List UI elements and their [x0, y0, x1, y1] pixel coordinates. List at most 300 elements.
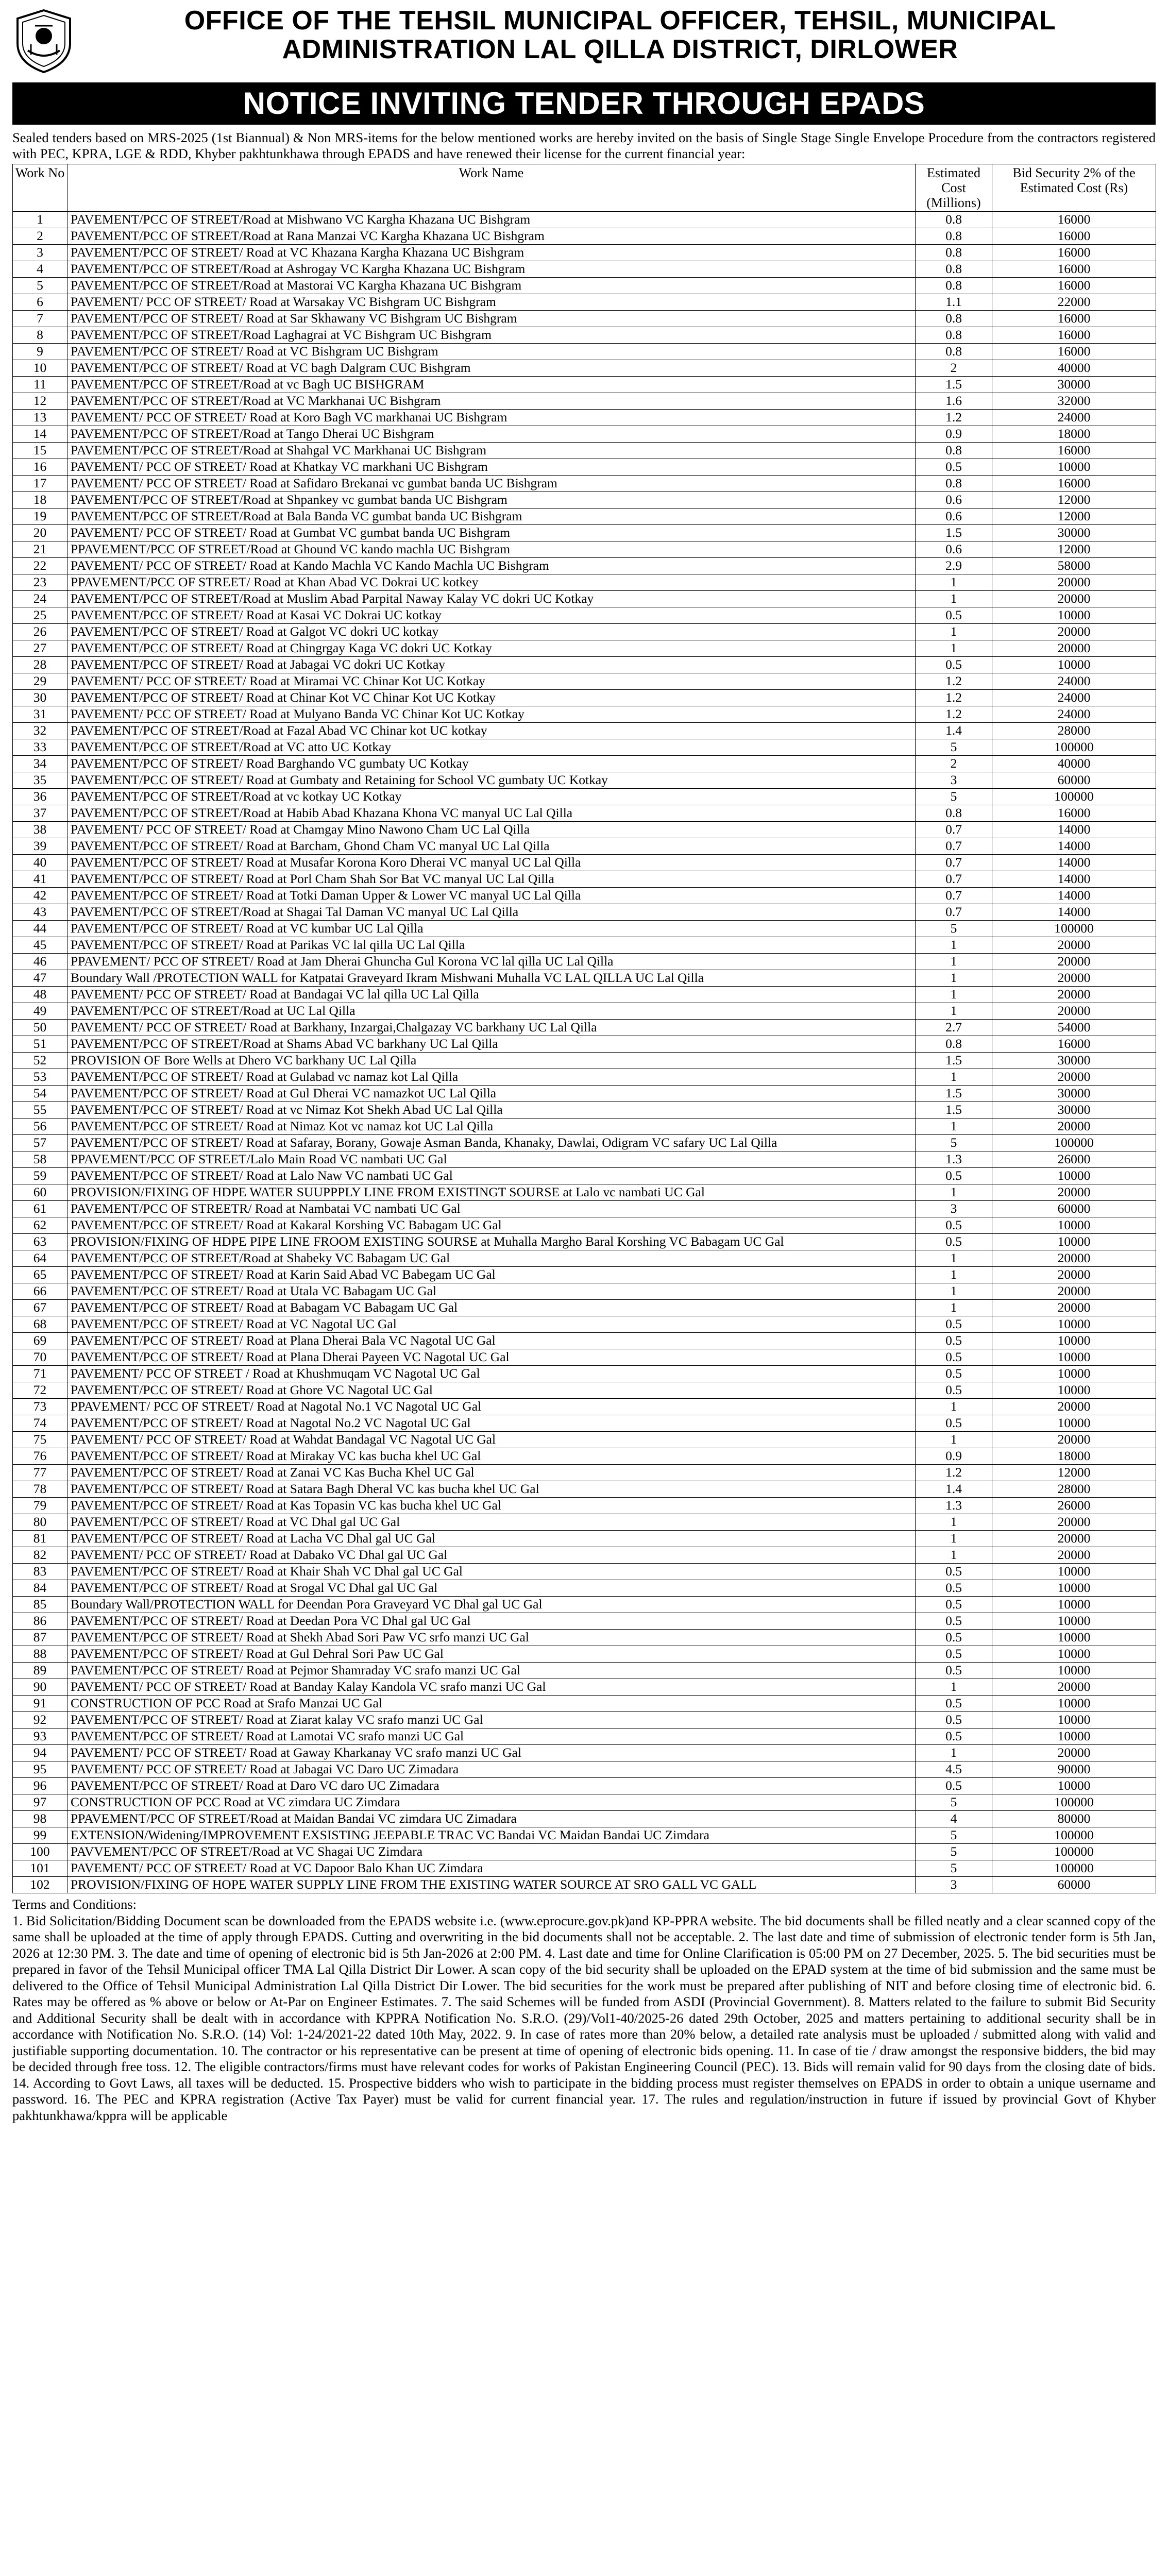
bid-security-cell: 28000 — [992, 1481, 1156, 1498]
work-no-cell: 102 — [13, 1877, 67, 1893]
estimated-cost-cell: 1 — [916, 937, 992, 954]
work-no-cell: 7 — [13, 311, 67, 327]
work-name-cell: PROVISION/FIXING OF HOPE WATER SUPPLY LINE FROM THE EXISTING WATER SOURCE AT SRO GALL VC GALL — [67, 1877, 916, 1893]
work-no-cell: 3 — [13, 245, 67, 261]
bid-security-cell: 24000 — [992, 706, 1156, 723]
estimated-cost-cell: 0.8 — [916, 476, 992, 492]
bid-security-cell: 54000 — [992, 1020, 1156, 1036]
bid-security-cell: 10000 — [992, 1630, 1156, 1646]
bid-security-cell: 20000 — [992, 1679, 1156, 1696]
work-no-cell: 88 — [13, 1646, 67, 1663]
work-name-cell: PAVEMENT/PCC OF STREET/Road at Mastorai VC Kargha Khazana UC Bishgram — [67, 278, 916, 294]
estimated-cost-cell: 1.5 — [916, 377, 992, 393]
work-name-cell: PAVEMENT/PCC OF STREET/Road at vc Bagh UC BISHGRAM — [67, 377, 916, 393]
table-row — [13, 1316, 1156, 1333]
table-row — [13, 706, 1156, 723]
table-row — [13, 443, 1156, 459]
table-row — [13, 987, 1156, 1003]
work-name-cell: PAVEMENT/PCC OF STREET/ Road at Nagotal No.2 VC Nagotal UC Gal — [67, 1415, 916, 1432]
bid-security-cell: 20000 — [992, 1250, 1156, 1267]
work-no-cell: 66 — [13, 1283, 67, 1300]
table-row — [13, 410, 1156, 426]
work-no-cell: 68 — [13, 1316, 67, 1333]
estimated-cost-cell: 1 — [916, 1432, 992, 1448]
bid-security-cell: 16000 — [992, 805, 1156, 822]
estimated-cost-cell: 1 — [916, 1003, 992, 1020]
table-row — [13, 228, 1156, 245]
estimated-cost-cell: 2.7 — [916, 1020, 992, 1036]
work-no-cell: 51 — [13, 1036, 67, 1053]
work-name-cell: PPAVEMENT/PCC OF STREET/Road at Maidan Bandai VC zimdara UC Zimadara — [67, 1811, 916, 1827]
table-row — [13, 1168, 1156, 1184]
work-name-cell: PAVEMENT/PCC OF STREET/ Road at Deedan Pora VC Dhal gal UC Gal — [67, 1613, 916, 1630]
work-no-cell: 84 — [13, 1580, 67, 1597]
work-name-cell: PAVEMENT/PCC OF STREET/ Road at Totki Daman Upper & Lower VC manyal UC Lal Qilla — [67, 888, 916, 904]
work-no-cell: 40 — [13, 855, 67, 871]
work-name-cell: PAVEMENT/PCC OF STREET/Road at Muslim Abad Parpital Naway Kalay VC dokri UC Kotkay — [67, 591, 916, 607]
work-name-cell: PAVEMENT/PCC OF STREET/Road at Bala Banda VC gumbat banda UC Bishgram — [67, 509, 916, 525]
bid-security-cell: 10000 — [992, 657, 1156, 673]
table-row — [13, 1118, 1156, 1135]
work-no-cell: 78 — [13, 1481, 67, 1498]
bid-security-cell: 100000 — [992, 789, 1156, 805]
work-no-cell: 39 — [13, 838, 67, 855]
work-no-cell: 57 — [13, 1135, 67, 1151]
work-no-cell: 70 — [13, 1349, 67, 1366]
notice-page — [12, 5, 1156, 2124]
table-row — [13, 1283, 1156, 1300]
bid-security-cell: 26000 — [992, 1151, 1156, 1168]
work-no-cell: 54 — [13, 1086, 67, 1102]
work-name-cell: PAVEMENT/PCC OF STREET/ Road at Chingrgay Kaga VC dokri UC Kotkay — [67, 640, 916, 657]
estimated-cost-cell: 0.7 — [916, 838, 992, 855]
bid-security-cell: 20000 — [992, 937, 1156, 954]
work-no-cell: 34 — [13, 756, 67, 772]
work-no-cell: 100 — [13, 1844, 67, 1860]
bid-security-cell: 12000 — [992, 492, 1156, 509]
work-name-cell: PAVEMENT/PCC OF STREET/ Road at Galgot VC dokri UC kotkay — [67, 624, 916, 640]
work-name-cell: PAVEMENT/PCC OF STREET/ Road at Kas Topasin VC kas bucha khel UC Gal — [67, 1498, 916, 1514]
bid-security-cell: 20000 — [992, 970, 1156, 987]
work-no-cell: 30 — [13, 690, 67, 706]
bid-security-cell: 20000 — [992, 640, 1156, 657]
table-row — [13, 855, 1156, 871]
work-no-cell: 47 — [13, 970, 67, 987]
work-name-cell: PAVEMENT/PCC OF STREET/Road at Shahgal VC Markhanai UC Bishgram — [67, 443, 916, 459]
bid-security-cell: 16000 — [992, 278, 1156, 294]
work-no-cell: 65 — [13, 1267, 67, 1283]
work-name-cell: PAVEMENT/PCC OF STREET/ Road at Lamotai VC srafo manzi UC Gal — [67, 1728, 916, 1745]
estimated-cost-cell: 0.8 — [916, 212, 992, 228]
work-name-cell: PAVEMENT/PCC OF STREET/ Road at Karin Said Abad VC Babegam UC Gal — [67, 1267, 916, 1283]
bid-security-cell: 16000 — [992, 344, 1156, 360]
work-name-cell: PAVEMENT/PCC OF STREET/ Road at vc Nimaz Kot Shekh Abad UC Lal Qilla — [67, 1102, 916, 1118]
estimated-cost-cell: 1 — [916, 1184, 992, 1201]
work-name-cell: PAVEMENT/PCC OF STREET/ Road at Srogal VC Dhal gal UC Gal — [67, 1580, 916, 1597]
work-no-cell: 25 — [13, 607, 67, 624]
bid-security-cell: 10000 — [992, 1234, 1156, 1250]
bid-security-cell: 10000 — [992, 1613, 1156, 1630]
estimated-cost-cell: 1 — [916, 1283, 992, 1300]
work-name-cell: PAVEMENT/PCC OF STREET/ Road at VC Bishgram UC Bishgram — [67, 344, 916, 360]
work-name-cell: PAVEMENT/ PCC OF STREET/ Road at Mulyano Banda VC Chinar Kot UC Kotkay — [67, 706, 916, 723]
table-row — [13, 278, 1156, 294]
work-no-cell: 17 — [13, 476, 67, 492]
work-no-cell: 52 — [13, 1053, 67, 1069]
table-row — [13, 673, 1156, 690]
work-name-cell: PAVEMENT/PCC OF STREET/ Road at Musafar Korona Koro Dherai VC manyal UC Lal Qilla — [67, 855, 916, 871]
estimated-cost-cell: 4.5 — [916, 1761, 992, 1778]
table-row — [13, 888, 1156, 904]
estimated-cost-cell: 1.2 — [916, 410, 992, 426]
work-name-cell: PAVEMENT/PCC OF STREET/ Road at VC kumbar UC Lal Qilla — [67, 921, 916, 937]
bid-security-cell: 20000 — [992, 954, 1156, 970]
bid-security-cell: 100000 — [992, 739, 1156, 756]
work-name-cell: PROVISION/FIXING OF HDPE PIPE LINE FROOM EXISTING SOURSE at Muhalla Margho Baral Korshing VC Babagam UC Gal — [67, 1234, 916, 1250]
bid-security-cell: 16000 — [992, 311, 1156, 327]
estimated-cost-cell: 1 — [916, 1547, 992, 1564]
work-name-cell: PAVEMENT/PCC OF STREET/ Road at Mirakay VC kas bucha khel UC Gal — [67, 1448, 916, 1465]
estimated-cost-cell: 0.6 — [916, 541, 992, 558]
table-row — [13, 1646, 1156, 1663]
bid-security-cell: 16000 — [992, 476, 1156, 492]
work-no-cell: 61 — [13, 1201, 67, 1217]
estimated-cost-cell: 0.5 — [916, 1613, 992, 1630]
estimated-cost-cell: 0.5 — [916, 1234, 992, 1250]
bid-security-cell: 20000 — [992, 1531, 1156, 1547]
work-name-cell: Boundary Wall/PROTECTION WALL for Deendan Pora Graveyard VC Dhal gal UC Gal — [67, 1597, 916, 1613]
table-row — [13, 1778, 1156, 1794]
estimated-cost-cell: 2 — [916, 360, 992, 377]
table-row — [13, 1382, 1156, 1399]
table-row — [13, 1432, 1156, 1448]
bid-security-cell: 14000 — [992, 855, 1156, 871]
work-no-cell: 79 — [13, 1498, 67, 1514]
work-name-cell: PPAVEMENT/PCC OF STREET/ Road at Khan Abad VC Dokrai UC kotkey — [67, 574, 916, 591]
work-no-cell: 11 — [13, 377, 67, 393]
work-name-cell: PAVEMENT/PCC OF STREET/ Road at Daro VC daro UC Zimadara — [67, 1778, 916, 1794]
work-no-cell: 76 — [13, 1448, 67, 1465]
work-name-cell: PAVEMENT/PCC OF STREET/ Road at Kakaral Korshing VC Babagam UC Gal — [67, 1217, 916, 1234]
work-no-cell: 13 — [13, 410, 67, 426]
table-row — [13, 1465, 1156, 1481]
estimated-cost-cell: 0.5 — [916, 459, 992, 476]
bid-security-cell: 20000 — [992, 1267, 1156, 1283]
work-no-cell: 19 — [13, 509, 67, 525]
work-no-cell: 42 — [13, 888, 67, 904]
work-name-cell: PAVEMENT/PCC OF STREET/ Road at VC Nagotal UC Gal — [67, 1316, 916, 1333]
work-name-cell: PAVEMENT/PCC OF STREET/Road Laghagrai at VC Bishgram UC Bishgram — [67, 327, 916, 344]
work-no-cell: 21 — [13, 541, 67, 558]
table-row — [13, 954, 1156, 970]
work-name-cell: PPAVEMENT/PCC OF STREET/Lalo Main Road VC nambati UC Gal — [67, 1151, 916, 1168]
estimated-cost-cell: 1 — [916, 1118, 992, 1135]
work-no-cell: 15 — [13, 443, 67, 459]
work-no-cell: 10 — [13, 360, 67, 377]
work-name-cell: PAVEMENT/ PCC OF STREET/ Road at Jabagai VC Daro UC Zimadara — [67, 1761, 916, 1778]
estimated-cost-cell: 0.5 — [916, 1630, 992, 1646]
work-name-cell: PAVEMENT/ PCC OF STREET/ Road at VC Dapoor Balo Khan UC Zimdara — [67, 1860, 916, 1877]
bid-security-cell: 20000 — [992, 591, 1156, 607]
work-name-cell: PAVEMENT/PCC OF STREET/ Road at VC Dhal gal UC Gal — [67, 1514, 916, 1531]
estimated-cost-cell: 0.5 — [916, 1382, 992, 1399]
table-row — [13, 1086, 1156, 1102]
bid-security-cell: 14000 — [992, 904, 1156, 921]
work-name-cell: PAVEMENT/PCC OF STREET/ Road Barghando VC gumbaty UC Kotkay — [67, 756, 916, 772]
government-emblem-icon — [12, 7, 75, 74]
work-no-cell: 72 — [13, 1382, 67, 1399]
table-row — [13, 1481, 1156, 1498]
table-row — [13, 1728, 1156, 1745]
estimated-cost-cell: 1.3 — [916, 1498, 992, 1514]
estimated-cost-cell: 0.5 — [916, 1778, 992, 1794]
header-estimated-cost: Estimated Cost (Millions) — [916, 164, 992, 212]
estimated-cost-cell: 0.7 — [916, 871, 992, 888]
estimated-cost-cell: 1.2 — [916, 1465, 992, 1481]
table-row — [13, 1761, 1156, 1778]
work-no-cell: 81 — [13, 1531, 67, 1547]
table-row — [13, 904, 1156, 921]
bid-security-cell: 16000 — [992, 443, 1156, 459]
bid-security-cell: 14000 — [992, 871, 1156, 888]
work-name-cell: Boundary Wall /PROTECTION WALL for Katpatai Graveyard Ikram Mishwani Muhalla VC LAL QILLA UC Lal Qilla — [67, 970, 916, 987]
table-row — [13, 591, 1156, 607]
table-row — [13, 789, 1156, 805]
estimated-cost-cell: 0.5 — [916, 1712, 992, 1728]
work-no-cell: 59 — [13, 1168, 67, 1184]
work-name-cell: PAVEMENT/PCC OF STREET/Road at VC Markhanai UC Bishgram — [67, 393, 916, 410]
work-no-cell: 69 — [13, 1333, 67, 1349]
bid-security-cell: 10000 — [992, 1415, 1156, 1432]
work-name-cell: PAVEMENT/PCC OF STREET/ Road at Zanai VC Kas Bucha Khel UC Gal — [67, 1465, 916, 1481]
estimated-cost-cell: 1 — [916, 970, 992, 987]
work-name-cell: PAVEMENT/PCC OF STREET/Road at Tango Dherai UC Bishgram — [67, 426, 916, 443]
estimated-cost-cell: 3 — [916, 772, 992, 789]
table-row — [13, 1597, 1156, 1613]
table-row — [13, 1514, 1156, 1531]
table-row — [13, 1679, 1156, 1696]
bid-security-cell: 16000 — [992, 212, 1156, 228]
work-no-cell: 38 — [13, 822, 67, 838]
work-no-cell: 77 — [13, 1465, 67, 1481]
work-name-cell: PAVEMENT/PCC OF STREET/Road at Shagai Tal Daman VC manyal UC Lal Qilla — [67, 904, 916, 921]
work-no-cell: 4 — [13, 261, 67, 278]
bid-security-cell: 14000 — [992, 822, 1156, 838]
work-name-cell: PAVEMENT/PCC OF STREET/Road at Shams Abad VC barkhany UC Lal Qilla — [67, 1036, 916, 1053]
work-name-cell: PAVEMENT/PCC OF STREET/ Road at VC Khazana Kargha Khazana UC Bishgram — [67, 245, 916, 261]
bid-security-cell: 20000 — [992, 1283, 1156, 1300]
estimated-cost-cell: 1 — [916, 640, 992, 657]
estimated-cost-cell: 1 — [916, 987, 992, 1003]
work-name-cell: PAVEMENT/PCC OF STREETR/ Road at Nambatai VC nambati UC Gal — [67, 1201, 916, 1217]
work-no-cell: 74 — [13, 1415, 67, 1432]
work-name-cell: PAVEMENT/PCC OF STREET/ Road at Jabagai VC dokri UC Kotkay — [67, 657, 916, 673]
table-row — [13, 756, 1156, 772]
estimated-cost-cell: 1.6 — [916, 393, 992, 410]
work-name-cell: PAVEMENT/ PCC OF STREET/ Road at Gumbat VC gumbat banda UC Bishgram — [67, 525, 916, 541]
estimated-cost-cell: 5 — [916, 1860, 992, 1877]
bid-security-cell: 10000 — [992, 1597, 1156, 1613]
bid-security-cell: 100000 — [992, 1135, 1156, 1151]
bid-security-cell: 10000 — [992, 1316, 1156, 1333]
work-no-cell: 29 — [13, 673, 67, 690]
work-name-cell: PAVEMENT/ PCC OF STREET/ Road at Warsakay VC Bishgram UC Bishgram — [67, 294, 916, 311]
bid-security-cell: 20000 — [992, 1300, 1156, 1316]
work-name-cell: PAVEMENT/PCC OF STREET/Road at Rana Manzai VC Kargha Khazana UC Bishgram — [67, 228, 916, 245]
table-row — [13, 294, 1156, 311]
work-name-cell: PAVEMENT/PCC OF STREET/Road at Ashrogay VC Kargha Khazana UC Bishgram — [67, 261, 916, 278]
estimated-cost-cell: 1 — [916, 1267, 992, 1283]
table-row — [13, 1630, 1156, 1646]
estimated-cost-cell: 1 — [916, 1679, 992, 1696]
table-row — [13, 1531, 1156, 1547]
estimated-cost-cell: 0.7 — [916, 855, 992, 871]
work-no-cell: 18 — [13, 492, 67, 509]
work-name-cell: PAVEMENT/ PCC OF STREET/ Road at Dabako VC Dhal gal UC Gal — [67, 1547, 916, 1564]
table-row — [13, 509, 1156, 525]
work-no-cell: 60 — [13, 1184, 67, 1201]
bid-security-cell: 20000 — [992, 1432, 1156, 1448]
bid-security-cell: 10000 — [992, 1333, 1156, 1349]
estimated-cost-cell: 1 — [916, 574, 992, 591]
work-name-cell: PAVEMENT/PCC OF STREET/ Road at Gulabad vc namaz kot Lal Qilla — [67, 1069, 916, 1086]
bid-security-cell: 20000 — [992, 987, 1156, 1003]
bid-security-cell: 20000 — [992, 1547, 1156, 1564]
work-name-cell: PAVEMENT/ PCC OF STREET/ Road at Chamgay Mino Nawono Cham UC Lal Qilla — [67, 822, 916, 838]
estimated-cost-cell: 0.8 — [916, 228, 992, 245]
work-name-cell: PROVISION/FIXING OF HDPE WATER SUUPPPLY LINE FROM EXISTINGT SOURSE at Lalo vc nambati UC Gal — [67, 1184, 916, 1201]
work-no-cell: 91 — [13, 1696, 67, 1712]
table-row — [13, 1844, 1156, 1860]
estimated-cost-cell: 0.9 — [916, 426, 992, 443]
estimated-cost-cell: 0.8 — [916, 1036, 992, 1053]
estimated-cost-cell: 0.5 — [916, 657, 992, 673]
estimated-cost-cell: 0.5 — [916, 1646, 992, 1663]
bid-security-cell: 40000 — [992, 756, 1156, 772]
table-row — [13, 261, 1156, 278]
work-name-cell: EXTENSION/Widening/IMPROVEMENT EXSISTING JEEPABLE TRAC VC Bandai VC Maidan Bandai UC Zimdara — [67, 1827, 916, 1844]
work-no-cell: 58 — [13, 1151, 67, 1168]
work-name-cell: PAVEMENT/ PCC OF STREET/ Road at Bandagai VC lal qilla UC Lal Qilla — [67, 987, 916, 1003]
table-row — [13, 1300, 1156, 1316]
table-row — [13, 871, 1156, 888]
bid-security-cell: 20000 — [992, 1399, 1156, 1415]
work-no-cell: 80 — [13, 1514, 67, 1531]
table-row — [13, 1613, 1156, 1630]
table-row — [13, 1794, 1156, 1811]
bid-security-cell: 20000 — [992, 1003, 1156, 1020]
bid-security-cell: 10000 — [992, 1217, 1156, 1234]
work-name-cell: PAVEMENT/PCC OF STREET/ Road at Gul Dherai VC namazkot UC Lal Qilla — [67, 1086, 916, 1102]
work-name-cell: PAVEMENT/ PCC OF STREET/ Road at Wahdat Bandagal VC Nagotal UC Gal — [67, 1432, 916, 1448]
bid-security-cell: 10000 — [992, 1366, 1156, 1382]
work-no-cell: 16 — [13, 459, 67, 476]
bid-security-cell: 30000 — [992, 1086, 1156, 1102]
work-no-cell: 23 — [13, 574, 67, 591]
work-no-cell: 44 — [13, 921, 67, 937]
work-name-cell: CONSTRUCTION OF PCC Road at VC zimdara UC Zimdara — [67, 1794, 916, 1811]
table-row — [13, 1580, 1156, 1597]
work-no-cell: 56 — [13, 1118, 67, 1135]
estimated-cost-cell: 0.5 — [916, 607, 992, 624]
work-no-cell: 98 — [13, 1811, 67, 1827]
estimated-cost-cell: 0.9 — [916, 1448, 992, 1465]
estimated-cost-cell: 1 — [916, 1300, 992, 1316]
bid-security-cell: 20000 — [992, 1184, 1156, 1201]
work-name-cell: PAVEMENT/PCC OF STREET/Road at vc kotkay UC Kotkay — [67, 789, 916, 805]
table-row — [13, 1102, 1156, 1118]
table-row — [13, 1267, 1156, 1283]
table-row — [13, 1250, 1156, 1267]
estimated-cost-cell: 0.5 — [916, 1349, 992, 1366]
work-name-cell: PAVEMENT/PCC OF STREET/ Road at Pejmor Shamraday VC srafo manzi UC Gal — [67, 1663, 916, 1679]
bid-security-cell: 24000 — [992, 673, 1156, 690]
terms-section — [12, 1896, 1156, 2124]
estimated-cost-cell: 0.7 — [916, 888, 992, 904]
table-row — [13, 1003, 1156, 1020]
work-name-cell: PAVEMENT/PCC OF STREET/ Road at VC bagh Dalgram CUC Bishgram — [67, 360, 916, 377]
estimated-cost-cell: 0.8 — [916, 311, 992, 327]
bid-security-cell: 16000 — [992, 228, 1156, 245]
work-no-cell: 6 — [13, 294, 67, 311]
work-name-cell: PAVEMENT/PCC OF STREET/ Road at Chinar Kot VC Chinar Kot UC Kotkay — [67, 690, 916, 706]
work-no-cell: 9 — [13, 344, 67, 360]
table-row — [13, 1036, 1156, 1053]
bid-security-cell: 100000 — [992, 1827, 1156, 1844]
work-name-cell: PAVEMENT/ PCC OF STREET/ Road at Khatkay VC markhani UC Bishgram — [67, 459, 916, 476]
table-row — [13, 558, 1156, 574]
estimated-cost-cell: 3 — [916, 1877, 992, 1893]
table-row — [13, 1663, 1156, 1679]
work-name-cell: PAVEMENT/PCC OF STREET/ Road at Shekh Abad Sori Paw VC srfo manzi UC Gal — [67, 1630, 916, 1646]
estimated-cost-cell: 5 — [916, 921, 992, 937]
work-no-cell: 5 — [13, 278, 67, 294]
bid-security-cell: 20000 — [992, 1118, 1156, 1135]
estimated-cost-cell: 0.5 — [916, 1217, 992, 1234]
work-no-cell: 27 — [13, 640, 67, 657]
bid-security-cell: 14000 — [992, 838, 1156, 855]
work-no-cell: 89 — [13, 1663, 67, 1679]
estimated-cost-cell: 2 — [916, 756, 992, 772]
work-no-cell: 82 — [13, 1547, 67, 1564]
notice-banner: NOTICE INVITING TENDER THROUGH EPADS — [12, 82, 1156, 125]
bid-security-cell: 100000 — [992, 921, 1156, 937]
bid-security-cell: 24000 — [992, 690, 1156, 706]
table-row — [13, 1151, 1156, 1168]
table-row — [13, 525, 1156, 541]
work-name-cell: PAVEMENT/PCC OF STREET/Road at Shabeky VC Babagam UC Gal — [67, 1250, 916, 1267]
bid-security-cell: 40000 — [992, 360, 1156, 377]
bid-security-cell: 22000 — [992, 294, 1156, 311]
work-no-cell: 50 — [13, 1020, 67, 1036]
table-row — [13, 1745, 1156, 1761]
table-row — [13, 1877, 1156, 1893]
table-row — [13, 921, 1156, 937]
bid-security-cell: 10000 — [992, 1564, 1156, 1580]
bid-security-cell: 100000 — [992, 1844, 1156, 1860]
notice-header — [12, 5, 1156, 77]
table-row — [13, 1696, 1156, 1712]
office-title-line-2: ADMINISTRATION LAL QILLA DISTRICT, DIRLOWER — [282, 35, 958, 64]
work-no-cell: 32 — [13, 723, 67, 739]
intro-paragraph: Sealed tenders based on MRS-2025 (1st Biannual) & Non MRS-items for the below mentioned works are hereby invited on the basis of Single Stage Single Envelope Procedure from the contractors registered with PEC, KPRA, LGE & RDD, Khyber pakhtunkhawa through EPADS and have renewed their license for the current financial year: — [12, 130, 1156, 161]
office-title — [84, 6, 1156, 64]
estimated-cost-cell: 5 — [916, 1135, 992, 1151]
estimated-cost-cell: 5 — [916, 1794, 992, 1811]
work-name-cell: PAVEMENT/PCC OF STREET/ Road at Plana Dherai Payeen VC Nagotal UC Gal — [67, 1349, 916, 1366]
work-name-cell: PAVEMENT/ PCC OF STREET/ Road at Gaway Kharkanay VC srafo manzi UC Gal — [67, 1745, 916, 1761]
table-row — [13, 838, 1156, 855]
